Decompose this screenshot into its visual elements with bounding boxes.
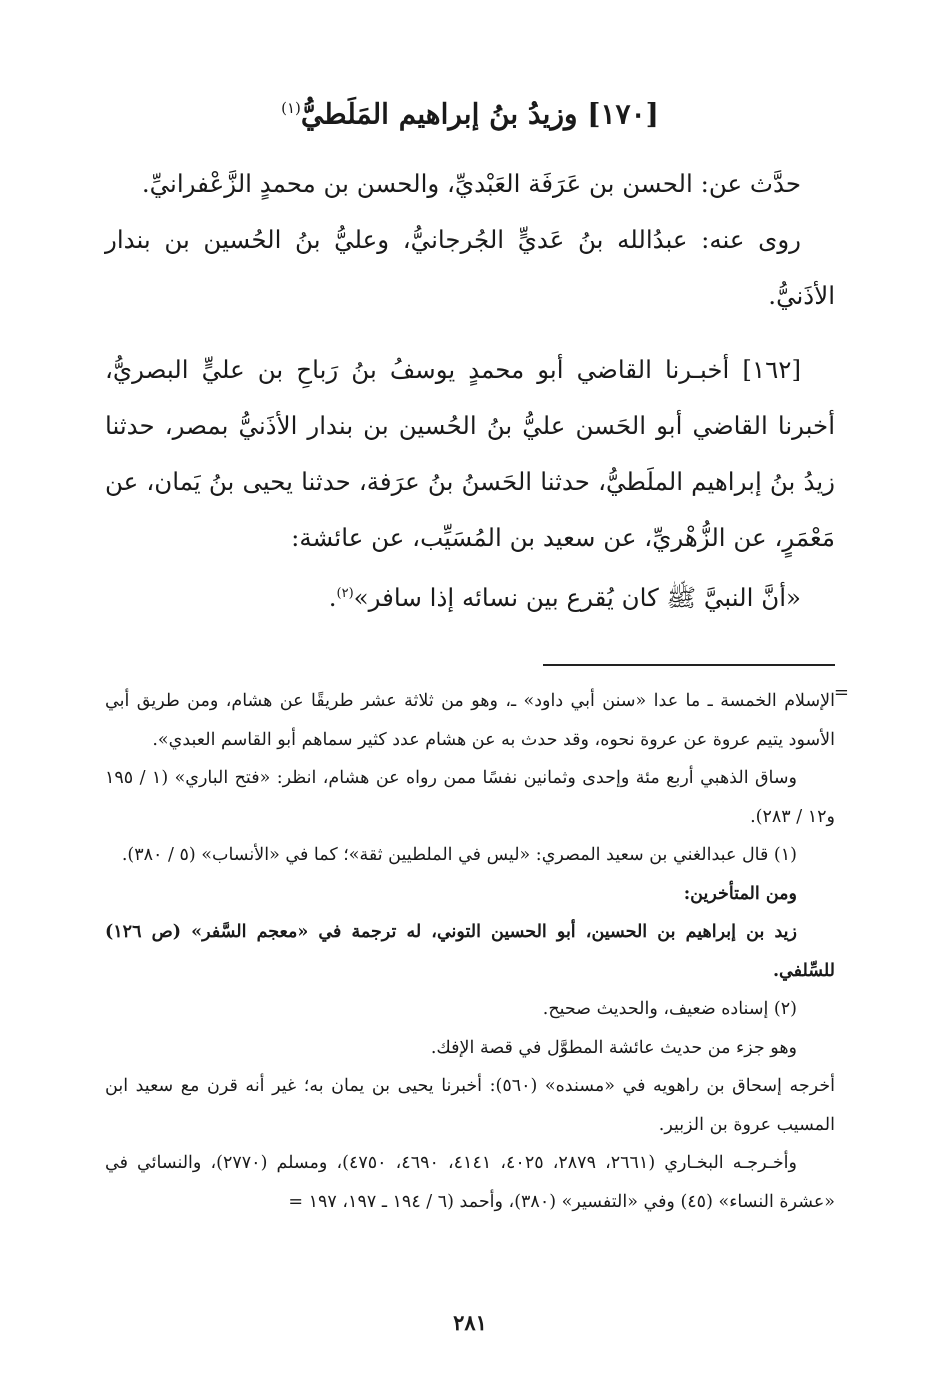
main-text — [105, 156, 835, 626]
footnote-2-b: وهو جزء من حديث عائشة المطوَّل في قصة الإفك. — [430, 1037, 797, 1058]
continuation-mark: = — [833, 682, 849, 704]
footnote-1-later-heading: ومن المتأخرين: — [683, 883, 797, 904]
entry-number: [١٧٠] — [587, 97, 659, 131]
footnote-1: (١) قال عبدالغني بن سعيد المصري: «ليس في الملطيين ثقة»؛ كما في «الأنساب» (٥ / ٣٨٠). — [121, 845, 797, 866]
footnote-2-d — [105, 1144, 835, 1221]
page-number: ٢٨١ — [453, 1310, 487, 1335]
hadith-isnad: [١٦٢] أخبـرنا القاضي أبو محمدٍ يوسفُ بنُ رَباحِ بن عليٍّ البصريُّ، أخبرنا القاضي أبو الحَسن عليُّ بنُ الحُسين بن بندار الأذَنيُّ بمصر، حدثنا زيدُ بنُ إبراهيم الملَطيُّ، حدثنا الحَسنُ بنُ عرَفة، حدثنا يحيى بنُ يَمان، عن مَعْمَرٍ، عن الزُّهْريِّ، عن سعيد بن المُسَيِّب، عن عائشة: — [105, 355, 835, 553]
footnote-2-c: أخرجه إسحاق بن راهويه في «مسنده» (٥٦٠): أخبرنا يحيى بن يمان به؛ غير أنه قرن مع سعيد ابن المسيب عروة بن الزبير. — [105, 1076, 836, 1135]
footnote-continuation: الإسلام الخمسة ـ ما عدا «سنن أبي داود» ـ، وهو من ثلاثة عشر طريقًا عن هشام، ومن طريق أبي الأسود يتيم عروة عن عروة نحوه، وقد حدث به عن هشام عدد كثير سماهم أبو القاسم العبدي». — [105, 691, 835, 750]
end-continuation-mark: = — [288, 1191, 304, 1212]
entry-name: وزيدُ بنُ إبراهيم المَلَطيُّ — [300, 97, 578, 131]
hadith-matn: «أنَّ النبيَّ ﷺ كان يُقرع بين نسائه إذا سافر» — [353, 583, 801, 613]
matn-footnote-ref: (٢) — [336, 586, 354, 602]
footnote-divider — [543, 664, 835, 666]
footnote-continuation-2: وساق الذهبي أربع مئة وإحدى وثمانين نفسًا ممن رواه عن هشام، انظر: «فتح الباري» (١ / ١٩٥ و١٢ / ٢٨٣). — [105, 768, 835, 827]
entry-heading — [105, 88, 835, 134]
footnotes — [105, 682, 849, 1221]
narrated-from: حدَّث عن: الحسن بن عَرَفَة العَبْديِّ، والحسن بن محمدٍ الزَّعْفرانيِّ. — [141, 169, 801, 199]
footnote-1-later: زيد بن إبراهيم بن الحسين، أبو الحسين التوني، له ترجمة في «معجم السَّفر» (ص ١٢٦) للسِّلفي. — [105, 922, 835, 981]
footnote-2: (٢) إسناده ضعيف، والحديث صحيح. — [542, 999, 797, 1020]
book-page — [105, 88, 849, 1317]
heading-footnote-ref: (١) — [281, 99, 301, 117]
footnote-2-d-text: وأخـرجـه البخـاري (٢٦٦١، ٢٨٧٩، ٤٠٢٥، ٤١٤١، ٤٦٩٠، ٤٧٥٠)، ومسلم (٢٧٧٠)، والنسائي في «عشرة النساء» (٤٥) وفي «التفسير» (٣٨٠)، وأحمد (٦ / ١٩٤ ـ ١٩٧، ١٩٧ — [105, 1153, 835, 1212]
hadith-matn-line: «أنَّ النبيَّ ﷺ كان يُقرع بين نسائه إذا سافر»$^{(٢)}$. — [328, 583, 801, 613]
narrated-by: روى عنه: عبدُالله بنُ عَديٍّ الجُرجانيُّ، وعليُّ بنُ الحُسين بن بندار الأذَنيُّ. — [105, 225, 835, 311]
